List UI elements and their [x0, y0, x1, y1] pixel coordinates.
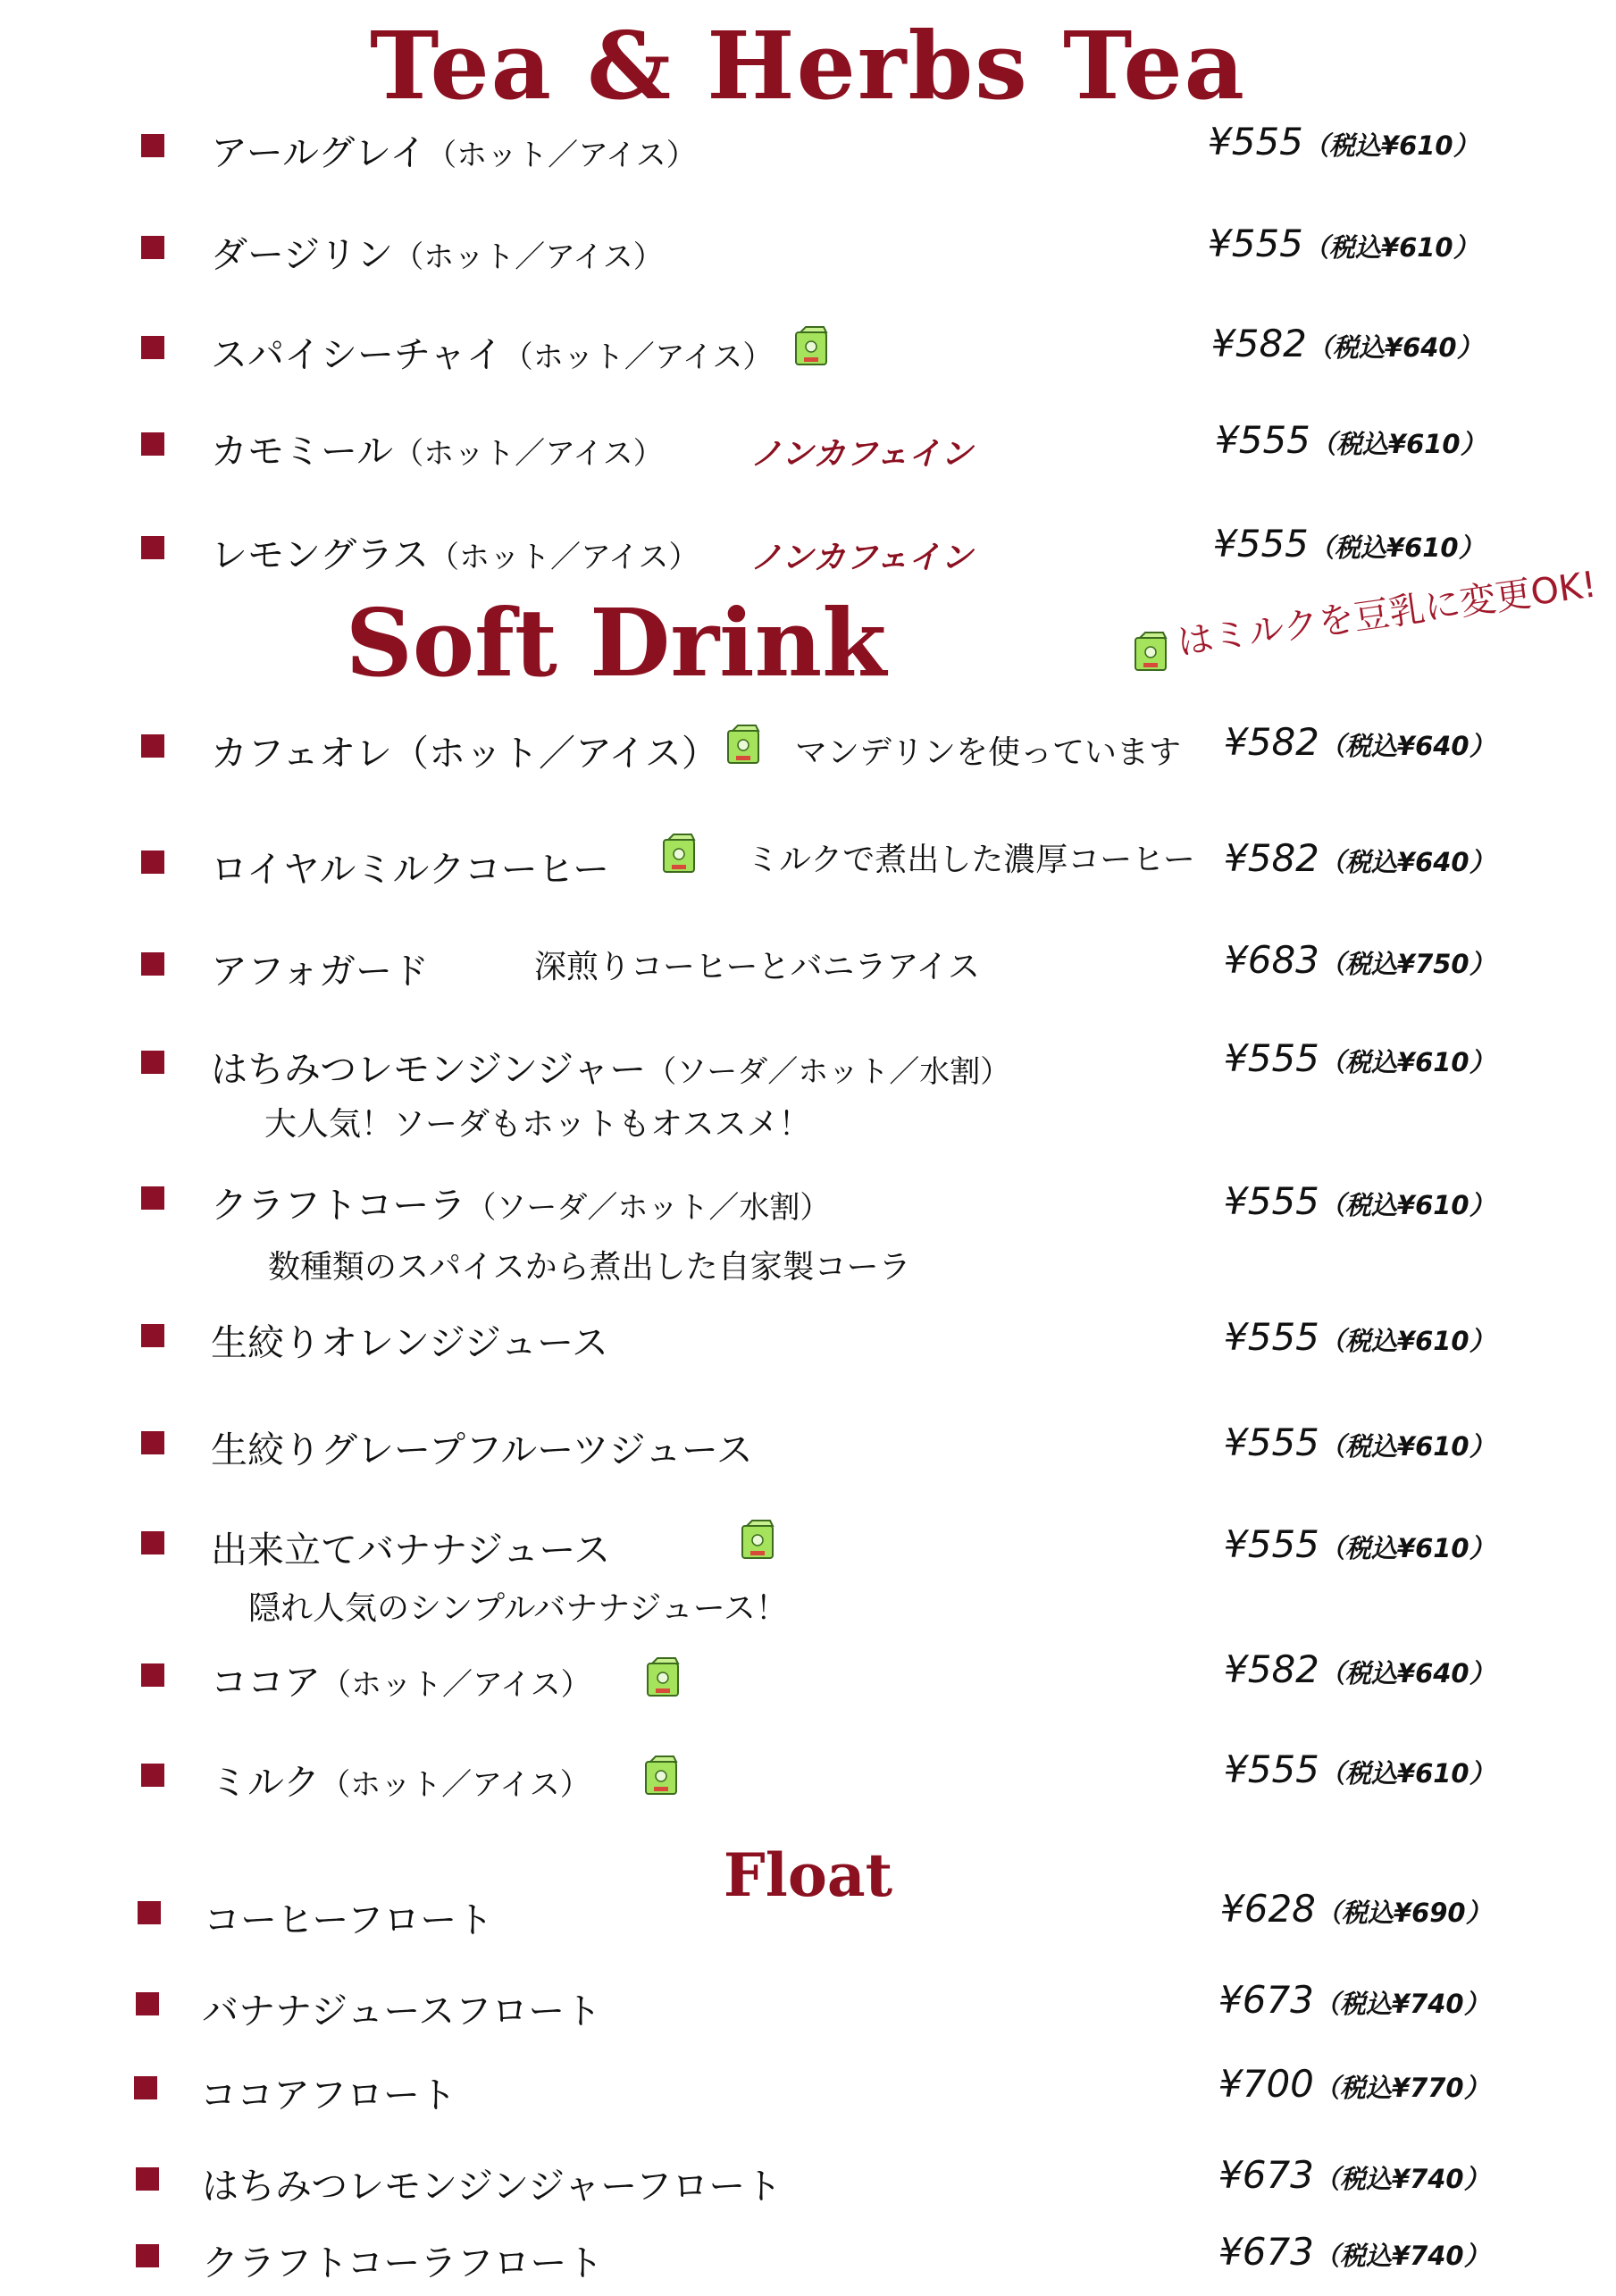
menu-item-cocoa-float — [0, 2057, 1616, 2128]
menu-item-banana-juice-float — [0, 1973, 1616, 2044]
item-name: 生絞りグレープフルーツジュース — [211, 1429, 753, 1471]
square-bullet-icon — [141, 1324, 164, 1347]
item-tax-price: （税込¥640） — [1319, 1658, 1495, 1688]
square-bullet-icon — [141, 1663, 164, 1687]
item-price: ¥555 — [1224, 1315, 1319, 1359]
float-section-title: Float — [723, 1840, 893, 1910]
item-description: 深煎りコーヒーとバニラアイス — [534, 949, 980, 985]
square-bullet-icon — [141, 536, 164, 559]
item-price: ¥582 — [1224, 836, 1319, 880]
menu-item-milk — [0, 1744, 1616, 1815]
item-name: ココアフロート — [200, 2074, 456, 2116]
item-name: クラフトコーラフロート — [202, 2242, 604, 2284]
item-name: コーヒーフロート — [204, 1898, 494, 1941]
soy-milk-change-note: はミルクを豆乳に変更OK! — [1175, 564, 1600, 664]
item-option: （ホット／アイス） — [426, 138, 697, 173]
square-bullet-icon — [141, 1431, 164, 1454]
soy-milk-carton-icon — [643, 1755, 679, 1796]
item-price: ¥582 — [1211, 322, 1307, 365]
item-price: ¥683 — [1224, 938, 1319, 982]
item-price: ¥555 — [1224, 1420, 1319, 1464]
square-bullet-icon — [141, 1531, 164, 1554]
item-tax-price: （税込¥690） — [1315, 1898, 1492, 1928]
square-bullet-icon — [141, 851, 164, 874]
soft-drink-section-title: Soft Drink — [345, 588, 887, 698]
item-subnote: 数種類のスパイスから煮出した自家製コーラ — [268, 1249, 911, 1286]
item-tax-price: （税込¥740） — [1313, 2164, 1490, 2194]
item-price: ¥555 — [1224, 1747, 1319, 1791]
item-price: ¥673 — [1218, 2153, 1314, 2197]
square-bullet-icon — [136, 2244, 159, 2267]
item-price: ¥555 — [1224, 1036, 1319, 1080]
item-price: ¥673 — [1218, 1978, 1314, 2022]
item-option: （ホット／アイス） — [393, 239, 664, 275]
item-option: （ホット／アイス） — [502, 339, 774, 375]
square-bullet-icon — [141, 952, 164, 976]
square-bullet-icon — [136, 2167, 159, 2191]
soy-milk-carton-icon — [725, 724, 761, 765]
menu-item-royal-milk-coffee — [0, 831, 1616, 902]
item-tax-price: （税込¥610） — [1302, 232, 1479, 263]
item-tax-price: （税込¥610） — [1319, 1758, 1495, 1789]
item-price: ¥555 — [1208, 222, 1303, 265]
item-price: ¥555 — [1215, 418, 1310, 462]
item-price: ¥673 — [1218, 2230, 1314, 2274]
item-option: （ソーダ／ホット／水割） — [646, 1054, 1011, 1090]
item-price: ¥555 — [1224, 1522, 1319, 1566]
menu-item-spicy-chai — [0, 316, 1616, 388]
item-tax-price: （税込¥740） — [1313, 2241, 1490, 2271]
menu-item-lemongrass — [0, 516, 1616, 588]
item-tax-price: （税込¥640） — [1319, 731, 1495, 761]
item-tax-price: （税込¥610） — [1302, 130, 1479, 161]
item-option: （ホット／アイス） — [393, 436, 664, 472]
item-name: ダージリン — [211, 233, 394, 276]
soy-milk-carton-icon — [1133, 631, 1168, 672]
square-bullet-icon — [141, 134, 164, 157]
item-price: ¥700 — [1218, 2062, 1314, 2106]
square-bullet-icon — [138, 1901, 161, 1924]
item-tax-price: （税込¥610） — [1310, 429, 1486, 459]
item-name: カフェオレ — [211, 732, 392, 775]
item-option: （ホット／アイス） — [391, 732, 718, 775]
menu-item-cocoa — [0, 1644, 1616, 1715]
item-tax-price: （税込¥640） — [1306, 332, 1483, 363]
square-bullet-icon — [141, 734, 164, 758]
item-subnote: 大人気！ソーダもホットもオススメ！ — [264, 1106, 811, 1143]
caffeine-free-label: ノンカフェイン — [750, 540, 973, 576]
item-name: アールグレイ — [211, 131, 427, 174]
item-name: レモングラス — [211, 533, 429, 576]
square-bullet-icon — [141, 1051, 164, 1074]
item-option: （ホット／アイス） — [321, 1667, 591, 1703]
item-option: （ソーダ／ホット／水割） — [465, 1190, 831, 1226]
menu-item-craft-cola-float — [0, 2225, 1616, 2296]
item-tax-price: （税込¥770） — [1313, 2073, 1490, 2103]
item-option: （ホット／アイス） — [428, 540, 699, 575]
menu-item-coffee-float — [0, 1881, 1616, 1953]
square-bullet-icon — [141, 236, 164, 259]
item-tax-price: （税込¥610） — [1319, 1533, 1495, 1563]
item-option: （ホット／アイス） — [320, 1767, 590, 1803]
item-price: ¥555 — [1224, 1179, 1319, 1223]
soy-milk-carton-icon — [793, 325, 829, 366]
item-name: はちみつレモンジンジャーフロート — [202, 2165, 783, 2208]
item-name: スパイシーチャイ — [211, 333, 503, 376]
item-tax-price: （税込¥610） — [1319, 1431, 1495, 1462]
item-price: ¥555 — [1208, 120, 1303, 163]
item-tax-price: （税込¥740） — [1313, 1989, 1490, 2019]
item-price: ¥628 — [1220, 1887, 1316, 1931]
item-subnote: 隠れ人気のシンプルバナナジュース！ — [248, 1590, 788, 1627]
menu-item-orange-juice — [0, 1304, 1616, 1376]
item-tax-price: （税込¥640） — [1319, 847, 1495, 877]
soy-milk-carton-icon — [740, 1519, 775, 1560]
item-name: アフォガード — [211, 950, 429, 993]
item-description: マンデリンを使っています — [795, 734, 1182, 771]
item-price: ¥555 — [1213, 522, 1309, 566]
tea-section-title: Tea & Herbs Tea — [369, 11, 1247, 121]
menu-item-banana-juice — [0, 1512, 1616, 1583]
menu-item-grapefruit-juice — [0, 1412, 1616, 1483]
menu-item-affogato — [0, 933, 1616, 1004]
square-bullet-icon — [141, 1186, 164, 1210]
item-name: バナナジュースフロート — [202, 1990, 602, 2032]
item-name: カモミール — [211, 430, 394, 473]
square-bullet-icon — [141, 1764, 164, 1787]
caffeine-free-label: ノンカフェイン — [750, 436, 973, 473]
soy-milk-carton-icon — [645, 1656, 681, 1697]
item-name: 出来立てバナナジュース — [211, 1529, 611, 1571]
menu-item-craft-cola — [0, 1167, 1616, 1238]
item-description: ミルクで煮出した濃厚コーヒー — [747, 842, 1195, 878]
menu-item-honey-lemon-ginger — [0, 1031, 1616, 1102]
menu-item-darjeeling — [0, 216, 1616, 288]
item-name: はちみつレモンジンジャー — [211, 1048, 647, 1091]
item-tax-price: （税込¥610） — [1319, 1326, 1495, 1356]
item-tax-price: （税込¥610） — [1319, 1047, 1495, 1077]
square-bullet-icon — [134, 2076, 157, 2099]
soy-milk-carton-icon — [661, 833, 697, 874]
menu-item-honey-lemon-ginger-float — [0, 2148, 1616, 2219]
item-tax-price: （税込¥750） — [1319, 949, 1495, 979]
menu-item-earl-grey — [0, 114, 1616, 186]
menu-item-chamomile — [0, 413, 1616, 484]
item-price: ¥582 — [1224, 720, 1319, 764]
square-bullet-icon — [141, 432, 164, 456]
item-name: ココア — [211, 1661, 321, 1704]
item-name: ロイヤルミルクコーヒー — [211, 848, 610, 891]
item-name: クラフトコーラ — [211, 1184, 466, 1227]
item-name: 生絞りオレンジジュース — [211, 1321, 609, 1364]
item-tax-price: （税込¥610） — [1308, 532, 1485, 563]
item-name: ミルク — [211, 1761, 321, 1804]
square-bullet-icon — [141, 336, 164, 359]
square-bullet-icon — [136, 1992, 159, 2015]
item-price: ¥582 — [1224, 1647, 1319, 1691]
menu-item-cafe-au-lait — [0, 715, 1616, 786]
item-tax-price: （税込¥610） — [1319, 1190, 1495, 1220]
